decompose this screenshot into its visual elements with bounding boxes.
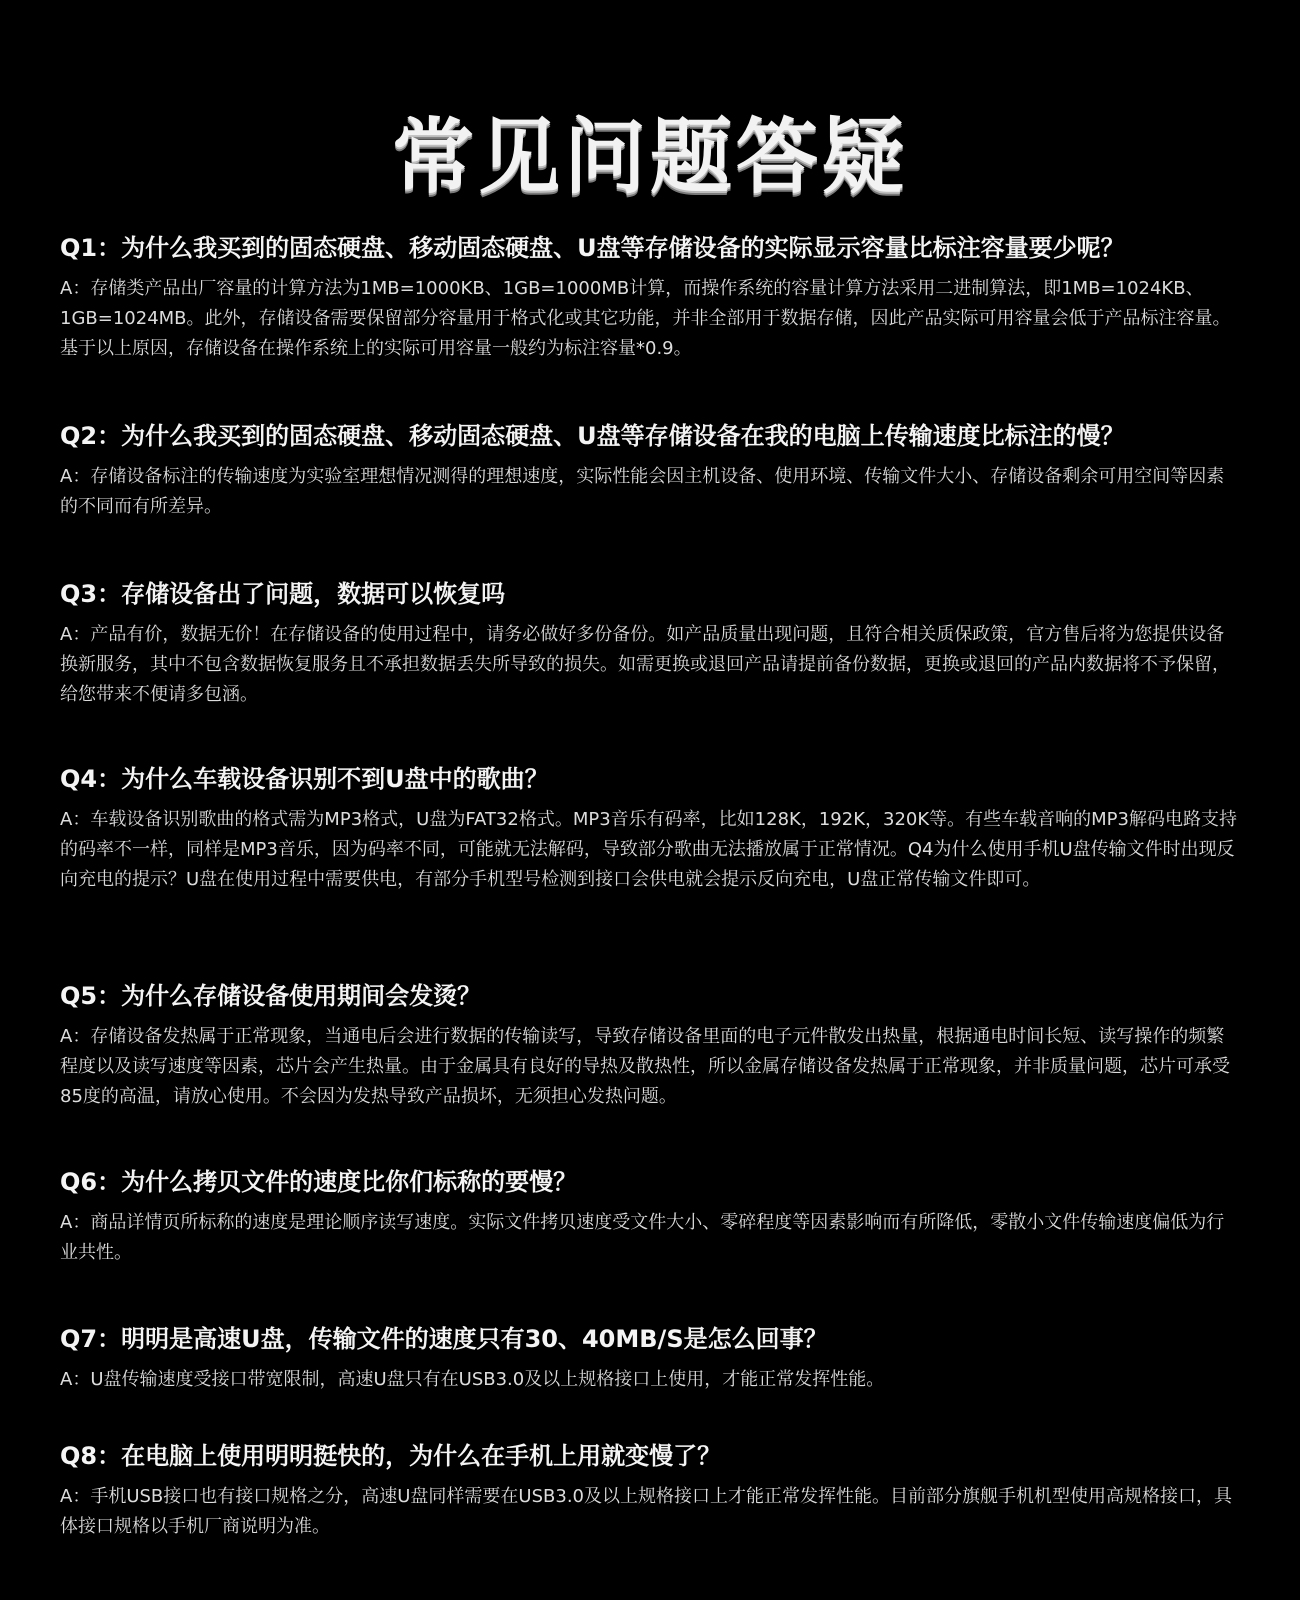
faq-question: Q8：在电脑上使用明明挺快的，为什么在手机上用就变慢了？ (60, 1442, 722, 1470)
faq-answer: A：手机USB接口也有接口规格之分，高速U盘同样需要在USB3.0及以上规格接口上才能正常发挥性能。目前部分旗舰手机机型使用高规格接口，具体接口规格以手机厂商说明为准。 (60, 1486, 1233, 1537)
faq-item-1 (60, 232, 1240, 364)
faq-item-8 (60, 1440, 1240, 1542)
faq-question: Q6：为什么拷贝文件的速度比你们标称的要慢？ (60, 1168, 578, 1196)
faq-answer: A：U盘传输速度受接口带宽限制，高速U盘只有在USB3.0及以上规格接口上使用，才能正常发挥性能。 (60, 1369, 885, 1390)
faq-question: Q3：存储设备出了问题，数据可以恢复吗 (60, 580, 506, 608)
faq-answer: A：商品详情页所标称的速度是理论顺序读写速度。实际文件拷贝速度受文件大小、零碎程度等因素影响而有所降低，零散小文件传输速度偏低为行业共性。 (60, 1212, 1225, 1263)
faq-question: Q5：为什么存储设备使用期间会发烫？ (60, 982, 482, 1010)
faq-question: Q7：明明是高速U盘，传输文件的速度只有30、40MB/S是怎么回事？ (60, 1325, 828, 1353)
faq-answer: A：存储设备发热属于正常现象，当通电后会进行数据的传输读写，导致存储设备里面的电子元件散发出热量，根据通电时间长短、读写操作的频繁程度以及读写速度等因素，芯片会产生热量。由于金属具有良好的导热及散热性，所以金属存储设备发热属于正常现象，并非质量问题，芯片可承受85度的高温，请放心使用。不会因为发热导致产品损坏，无须担心发热问题。 (60, 1026, 1230, 1107)
faq-answer: A：存储类产品出厂容量的计算方法为1MB=1000KB、1GB=1000MB计算，而操作系统的容量计算方法采用二进制算法，即1MB=1024KB、1GB=1024MB。此外，存储设备需要保留部分容量用于格式化或其它功能，并非全部用于数据存储，因此产品实际可用容量会低于产品标注容量。基于以上原因，存储设备在操作系统上的实际可用容量一般约为标注容量*0.9。 (60, 278, 1231, 359)
faq-answer: A：车载设备识别歌曲的格式需为MP3格式，U盘为FAT32格式。MP3音乐有码率，比如128K，192K，320K等。有些车载音响的MP3解码电路支持的码率不一样，同样是MP3音乐，因为码率不同，可能就无法解码，导致部分歌曲无法播放属于正常情况。Q4为什么使用手机U盘传输文件时出现反向充电的提示？U盘在使用过程中需要供电，有部分手机型号检测到接口会供电就会提示反向充电，U盘正常传输文件即可。 (60, 809, 1237, 890)
faq-item-4 (60, 763, 1240, 895)
faq-item-7 (60, 1323, 1240, 1395)
faq-question: Q2：为什么我买到的固态硬盘、移动固态硬盘、U盘等存储设备在我的电脑上传输速度比标注的慢？ (60, 422, 1125, 450)
faq-answer: A：存储设备标注的传输速度为实验室理想情况测得的理想速度，实际性能会因主机设备、使用环境、传输文件大小、存储设备剩余可用空间等因素的不同而有所差异。 (60, 466, 1225, 517)
faq-question: Q4：为什么车载设备识别不到U盘中的歌曲？ (60, 765, 549, 793)
faq-item-6 (60, 1166, 1240, 1268)
faq-item-3 (60, 578, 1240, 710)
faq-question: Q1：为什么我买到的固态硬盘、移动固态硬盘、U盘等存储设备的实际显示容量比标注容量要少呢？ (60, 234, 1125, 262)
faq-answer: A：产品有价，数据无价！在存储设备的使用过程中，请务必做好多份备份。如产品质量出现问题，且符合相关质保政策，官方售后将为您提供设备换新服务，其中不包含数据恢复服务且不承担数据丢失所导致的损失。如需更换或退回产品请提前备份数据，更换或退回的产品内数据将不予保留，给您带来不便请多包涵。 (60, 624, 1230, 705)
faq-item-5 (60, 980, 1240, 1112)
faq-item-2 (60, 420, 1240, 522)
page-title: 常见问题答疑 (391, 110, 908, 205)
